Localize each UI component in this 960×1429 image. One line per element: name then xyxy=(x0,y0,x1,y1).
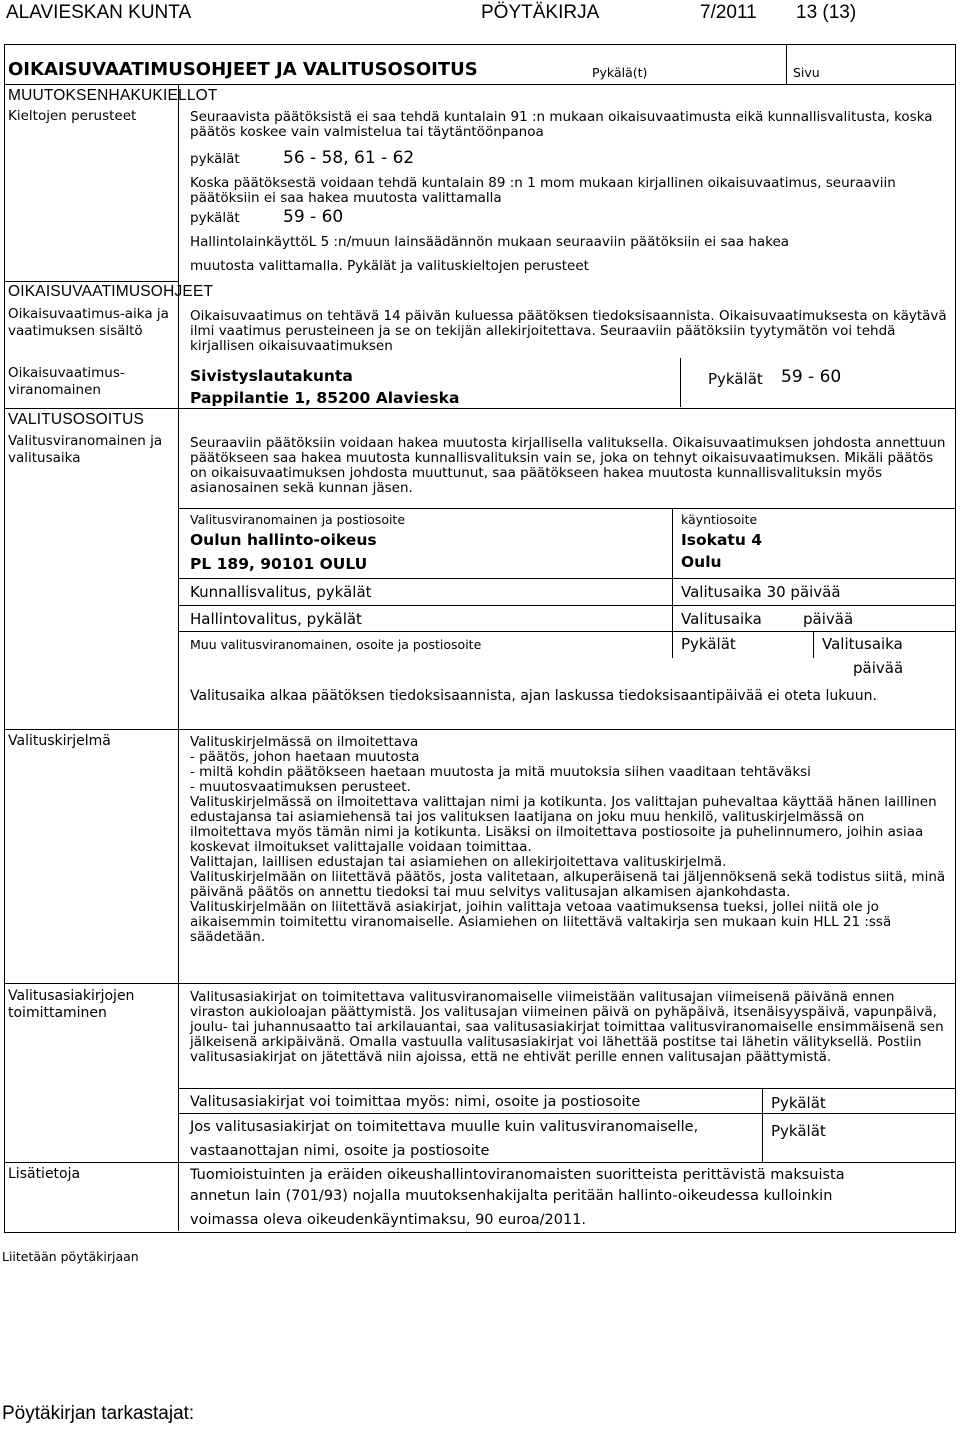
pykala-t-caption: Pykälä(t) xyxy=(592,65,648,80)
lisatietoja-line-2: annetun lain (701/93) nojalla muutoksenhakijalta peritään hallinto-oikeudessa kulloinkin xyxy=(190,1188,833,1204)
hallintovalitus-valitusaika: Valitusaika xyxy=(681,610,762,628)
section-rule-lisatietoja xyxy=(4,1162,956,1163)
toimitus-row-1: Valitusasiakirjat voi toimittaa myös: nimi, osoite ja postiosoite xyxy=(190,1094,641,1110)
valitusaika-30: Valitusaika 30 päivää xyxy=(681,583,841,601)
lisatietoja-line-1: Tuomioistuinten ja eräiden oikeushallintoviranomaisten suoritteista perittävistä maksuista xyxy=(190,1167,845,1183)
hallintovalitus-paivaa: päivää xyxy=(803,610,854,628)
valituskirjelma-line: - muutosvaatimuksen perusteet. xyxy=(190,779,411,795)
sivu-caption: Sivu xyxy=(793,65,820,80)
document-type: PÖYTÄKIRJA xyxy=(481,2,600,23)
section-rule-oikaisu xyxy=(4,281,179,282)
valitus-row-rule-1 xyxy=(179,578,956,579)
section-heading-oikaisuvaatimusohjeet: OIKAISUVAATIMUSOHJEET xyxy=(8,283,214,300)
lisatietoja-line-3: voimassa oleva oikeudenkäyntimaksu, 90 euroa/2011. xyxy=(190,1212,587,1228)
valitusaika-alkaa: Valitusaika alkaa päätöksen tiedoksisaannista, ajan laskussa tiedoksisaantipäivää ei oteta lukuun. xyxy=(190,688,877,704)
valituskirjelma-line: Valituskirjelmään on liitettävä päätös, josta valitetaan, alkuperäisenä tai jäljennöksenä sekä todistus siitä, minä päivänä päätös on annettu tiedoksi tai muu selvitys valitusajan alkamisen ajankohdasta. xyxy=(190,869,946,900)
valitus-table-top xyxy=(179,508,956,509)
toimitus-row-2-pykalat: Pykälät xyxy=(771,1122,826,1140)
section-rule-toimittaminen xyxy=(4,983,956,984)
muu-divider xyxy=(813,631,814,658)
oikaisu-pykalat-divider xyxy=(680,358,681,407)
label-valituskirjelma: Valituskirjelmä xyxy=(8,733,111,749)
oikaisu-pykalat-value: 59 - 60 xyxy=(781,367,842,387)
kielto-text-3b: muutosta valittamalla. Pykälät ja valituskieltojen perusteet xyxy=(190,258,589,274)
label-oikaisuvaatimusviranomainen: Oikaisuvaatimus-viranomainen xyxy=(8,365,125,398)
valitus-intro-text: Seuraaviin päätöksiin voidaan hakea muutosta kirjallisella valituksella. Oikaisuvaatimuksen johdosta annettuun päätökseen saa hakea muutosta kunnallisvalituksin vain se, joka on tehnyt oikaisuvaatimuksen. Mikäli päätös on oikaisuvaatimuksen johdosta muuttunut, saa päätökseen hakea muutosta kunnallisvalituksin myös asianosainen sekä kunnan jäsen. xyxy=(190,435,946,496)
visit-address-caption: käyntiosoite xyxy=(681,512,758,527)
toimittaminen-divider xyxy=(762,1088,763,1162)
toimitus-row-2b: vastaanottajan nimi, osoite ja postiosoite xyxy=(190,1143,490,1159)
valituskirjelma-line: Valittajan, laillisen edustajan tai asiamiehen on allekirjoitettava valituskirjelmä. xyxy=(190,854,727,870)
valitus-row-rule-3 xyxy=(179,631,956,632)
court-city: Oulu xyxy=(681,553,722,571)
label-lisatietoja: Lisätietoja xyxy=(8,1166,81,1182)
muu-viranomainen-label: Muu valitusviranomainen, osoite ja postiosoite xyxy=(190,637,482,652)
liitetaan-poytakirjaan: Liitetään pöytäkirjaan xyxy=(2,1249,139,1264)
oikaisu-pykalat-word: Pykälät xyxy=(708,370,763,388)
pykalat-value-2: 59 - 60 xyxy=(283,207,344,227)
section-rule-valituskirjelma xyxy=(4,729,956,730)
valitus-row-rule-2 xyxy=(179,605,956,606)
section-heading-muutoksenhakukiellot: MUUTOKSENHAKUKIELLOT xyxy=(8,87,218,104)
label-kieltojen-perusteet: Kieltojen perusteet xyxy=(8,108,137,124)
valituskirjelma-line: - päätös, johon haetaan muutosta xyxy=(190,749,420,765)
pykalat-word-2: pykälät xyxy=(190,210,240,226)
court-po-box: PL 189, 90101 OULU xyxy=(190,555,368,573)
toimittaminen-row-rule-1 xyxy=(179,1088,956,1089)
hallintovalitus-label: Hallintovalitus, pykälät xyxy=(190,610,362,628)
valituskirjelma-line: - miltä kohdin päätökseen haetaan muutosta ja mitä muutoksia siihen vaaditaan tehtäväksi xyxy=(190,764,811,780)
section-rule-valitus xyxy=(4,408,956,409)
kielto-text-1: Seuraavista päätöksistä ei saa tehdä kuntalain 91 :n mukaan oikaisuvaatimusta eikä kunnallisvalitusta, koska päätös koskee vain valmistelua tai täytäntöönpanoa xyxy=(190,109,933,140)
valitus-table-divider xyxy=(672,508,673,658)
label-toimittaminen: Valitusasiakirjojen toimittaminen xyxy=(8,988,135,1021)
muu-paivaa: päivää xyxy=(853,659,904,677)
toimitus-row-1-pykalat: Pykälät xyxy=(771,1094,826,1112)
court-name: Oulun hallinto-oikeus xyxy=(190,531,377,549)
poytakirjan-tarkastajat: Pöytäkirjan tarkastajat: xyxy=(2,1403,195,1424)
label-column-divider xyxy=(178,84,179,1231)
page-title: OIKAISUVAATIMUSOHJEET JA VALITUSOSOITUS xyxy=(8,59,478,80)
valituskirjelma-line: Valituskirjelmässä on ilmoitettava xyxy=(190,734,419,750)
sivu-divider xyxy=(786,44,787,84)
label-valitusviranomainen: Valitusviranomainen ja valitusaika xyxy=(8,433,163,466)
label-oikaisuvaatimusaika: Oikaisuvaatimus-aika ja vaatimuksen sisältö xyxy=(8,306,169,339)
page-number: 13 (13) xyxy=(796,2,857,23)
section-heading-valitusosoitus: VALITUSOSOITUS xyxy=(8,411,145,428)
pykalat-word-1: pykälät xyxy=(190,151,240,167)
org-name: ALAVIESKAN KUNTA xyxy=(6,2,192,23)
title-divider xyxy=(4,84,956,85)
valituskirjelma-line: Valituskirjelmässä on ilmoitettava valittajan nimi ja kotikunta. Jos valittajan puhevaltaa käyttää hänen laillinen edustajansa tai asiamiehensä tai jos valituksen laatijana on joku muu henkilö, valituskirjelmässä on ilmoitettava myös tämän nimi ja kotikunta. Lisäksi on ilmoitettava postiosoite ja puhelinnumero, joihin asiaa koskevat ilmoitukset valittajalle voidaan toimittaa. xyxy=(190,794,937,855)
toimittaminen-text: Valitusasiakirjat on toimitettava valitusviranomaiselle viimeistään valitusajan viimeisenä päivänä ennen viraston aukioloajan päättymistä. Jos valitusajan viimeinen päivä on pyhäpäivä, itsenäisyyspäivä, vapunpäivä, joulu- tai juhannusaatto tai arkilauantai, saa valitusasiakirjat toimittaa valitusviranomaiselle ensimmäisenä sen jälkeisenä arkipäivänä. Omalla vastuulla valitusasiakirjat voi lähettää postitse tai lähetin välityksellä. Postiin valitusasiakirjat on jätettävä niin ajoissa, että ne ehtivät perille ennen valitusajan päättymistä. xyxy=(190,989,944,1065)
valituskirjelma-line: Valituskirjelmään on liitettävä asiakirjat, joihin valittaja vetoaa vaatimuksensa tueksi, jollei niitä ole jo aikaisemmin toimitettu viranomaiselle. Asiamiehen on liitettävä valtakirja sen mukaan kuin HLL 21 :ssä säädetään. xyxy=(190,899,892,945)
oikaisu-authority: Sivistyslautakunta xyxy=(190,367,353,385)
toimitus-row-2a: Jos valitusasiakirjat on toimitettava muulle kuin valitusviranomaiselle, xyxy=(190,1119,699,1135)
oikaisu-address: Pappilantie 1, 85200 Alavieska xyxy=(190,389,460,407)
kunnallisvalitus-label: Kunnallisvalitus, pykälät xyxy=(190,583,372,601)
oikaisu-text: Oikaisuvaatimus on tehtävä 14 päivän kuluessa päätöksen tiedoksisaannista. Oikaisuvaatimuksesta on käytävä ilmi vaatimus perusteineen ja se on tekijän allekirjoitettava. Seuraaviin päätöksiin tyytymätön voi tehdä kirjallisen oikaisuvaatimuksen xyxy=(190,308,947,354)
kielto-text-2: Koska päätöksestä voidaan tehdä kuntalain 89 :n 1 mom mukaan kirjallinen oikaisuvaatimus, seuraaviin päätöksiin ei saa hakea muutosta valittamalla xyxy=(190,175,896,206)
muu-pykalat: Pykälät xyxy=(681,635,736,653)
kielto-text-3a: HallintolainkäyttöL 5 :n/muun lainsäädännön mukaan seuraaviin päätöksiin ei saa hakea xyxy=(190,234,790,250)
meeting-number: 7/2011 xyxy=(700,2,757,23)
toimittaminen-row-rule-2 xyxy=(179,1113,956,1114)
authority-caption: Valitusviranomainen ja postiosoite xyxy=(190,512,406,527)
muu-valitusaika: Valitusaika xyxy=(822,635,903,653)
pykalat-value-1: 56 - 58, 61 - 62 xyxy=(283,148,415,168)
valituskirjelma-text xyxy=(190,735,950,945)
court-street: Isokatu 4 xyxy=(681,531,763,549)
